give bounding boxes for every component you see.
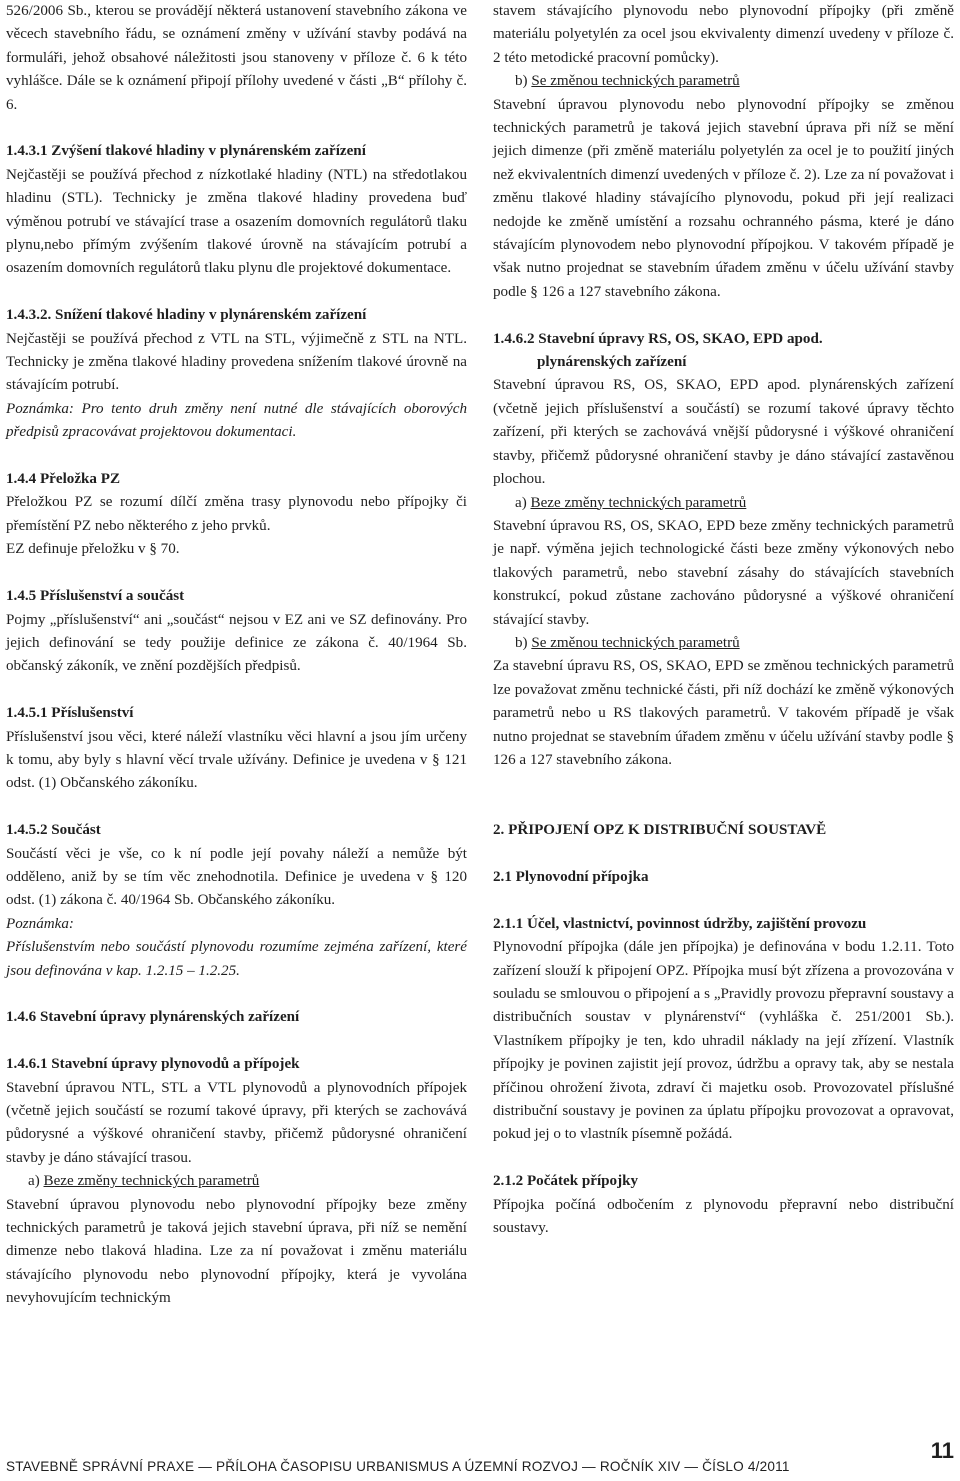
note-paragraph: Poznámka: Pro tento druh změny není nutné dle stávajících oborových předpisů zpracovávat projektovou dokumentaci. bbox=[6, 400, 467, 441]
spacer bbox=[493, 304, 954, 327]
section-heading: 1.4.5 Příslušenství a součást bbox=[6, 588, 185, 605]
spacer bbox=[493, 889, 954, 912]
body-paragraph: Pojmy „příslušenství“ ani „součást“ nejsou v EZ ani ve SZ definovány. Pro jejich definování se tedy použije definice ze zákona č. 40/1964 Sb. občanský zákoník, ve znění pozdějších předpisů. bbox=[6, 611, 467, 675]
subheading bbox=[493, 70, 954, 93]
body-paragraph: Stavební úpravou plynovodu nebo plynovodní přípojky beze změny technických parametrů je taková jejich stavební úprava, při níž se nemění dimenze nebo tlaková hladina. Lze za ní považovat i změnu materiálu stávajícího plynovodu nebo plynovodní přípojky, která je vyvolána nevyhovujícím technickým bbox=[6, 1196, 467, 1307]
page-number: 11 bbox=[930, 1438, 954, 1463]
subheading-text: Beze změny technických parametrů bbox=[530, 494, 747, 511]
section-heading: 1.4.4 Přeložka PZ bbox=[6, 471, 121, 488]
section-heading: 2. PŘIPOJENÍ OPZ K DISTRIBUČNÍ SOUSTAVĚ bbox=[493, 822, 827, 839]
spacer bbox=[6, 281, 467, 304]
spacer bbox=[493, 772, 954, 795]
subheading-text: Se změnou technických parametrů bbox=[531, 73, 740, 90]
section-heading: 2.1.2 Počátek přípojky bbox=[493, 1173, 639, 1190]
section-heading: 1.4.3.2. Snížení tlakové hladiny v plynárenském zařízení bbox=[6, 307, 367, 324]
section-heading-continuation: plynárenských zařízení bbox=[537, 354, 687, 371]
page-footer bbox=[0, 1438, 960, 1481]
body-paragraph: Stavební úpravou RS, OS, SKAO, EPD apod. plynárenských zařízení (včetně jejich příslušenství a součástí) se rozumí takové úpravy těchto zařízení, při kterých se zachovává vnější půdorysné i výškové ohraničení stavby, přičemž půdorysné ohraničení stavby je dáno stávající zastavěnou plochou. bbox=[493, 377, 954, 488]
section-heading: 2.1 Plynovodní přípojka bbox=[493, 868, 649, 885]
right-column bbox=[493, 0, 954, 1240]
body-paragraph: Nejčastěji se používá přechod z VTL na STL, výjimečně z STL na NTL. Technicky je změna tlakové hladiny provedena snížením tlakové úrovně na stávajícím potrubí. bbox=[6, 330, 467, 394]
body-paragraph: Stavební úpravou NTL, STL a VTL plynovodů a plynovodních přípojek (včetně jejich součástí se rozumí takové úpravy, při kterých se zachovává půdorysné a výškové ohraničení stavby, přičemž půdorysné ohraničení stavby je dáno stávající trasou. bbox=[6, 1079, 467, 1166]
spacer bbox=[6, 117, 467, 140]
section-heading: 1.4.6.2 Stavební úpravy RS, OS, SKAO, EPD apod. bbox=[493, 330, 823, 347]
spacer bbox=[6, 562, 467, 585]
body-paragraph: Příslušenství jsou věci, které náleží vlastníku věci hlavní a jsou jím určeny k tomu, aby byly s hlavní věcí trvale užívány. Definice je uvedena v § 121 odst. (1) Občanského zákoníku. bbox=[6, 728, 467, 792]
spacer bbox=[6, 983, 467, 1006]
body-paragraph: Nejčastěji se používá přechod z nízkotlaké hladiny (NTL) na středotlakou hladinu (STL). Technicky je změna tlakové hladiny provedena buď výměnou potrubí ve stávající trase a osazením domovních regulátorů tlaku plynu,nebo přímým zvýšením tlakové úrovně na stávajícím potrubí a osazením domovních regulátorů tlaku plynu dle projektové dokumentace. bbox=[6, 166, 467, 277]
spacer bbox=[493, 1147, 954, 1170]
footer-title: STAVEBNĚ SPRÁVNÍ PRAXE — PŘÍLOHA ČASOPISU URBANISMUS A ÚZEMNÍ ROZVOJ — ROČNÍK XIV — ČÍSLO 4/2011 bbox=[6, 1459, 790, 1474]
spacer bbox=[6, 679, 467, 702]
body-paragraph: 526/2006 Sb., kterou se provádějí některá ustanovení stavebního zákona ve věcech stavebního řádu, se oznámení změny v užívání stavby podává na formuláři, jehož obsahové náležitosti jsou stanoveny v příloze č. 6 k této vyhlášce. Dále se k oznámení připojí přílohy uvedené v části „B“ přílohy č. 6. bbox=[6, 3, 467, 113]
body-paragraph: Přípojka počíná odbočením z plynovodu přepravní nebo distribuční soustavy. bbox=[493, 1196, 954, 1237]
spacer bbox=[6, 796, 467, 819]
section-heading: 1.4.6 Stavební úpravy plynárenských zařízení bbox=[6, 1009, 300, 1026]
section-heading: 1.4.5.1 Příslušenství bbox=[6, 705, 134, 722]
body-paragraph: Plynovodní přípojka (dále jen přípojka) je definována v bodu 1.2.11. Toto zařízení slouží k připojení OPZ. Přípojka musí být zřízena a provozována v souladu se smlouvou o připojení a s „Pravidly provozu přepravní soustavy a distribučních soustav v plynárenství“ (vyhláška č. 251/2001 Sb.). Vlastníkem přípojky je ten, kdo uhradil náklady na její zřízení. Vlastník přípojky je povinen zajistit její provoz, údržbu a opravy tak, aby se nestala příčinou ohrožení života, zdraví či majetku osob. Provozovatel příslušné distribuční soustavy je povinen za úplatu přípojku provozovat a opravovat, pokud jej o to vlastník písemně požádá. bbox=[493, 939, 954, 1143]
subheading bbox=[6, 1170, 467, 1193]
subheading-text: Se změnou technických parametrů bbox=[531, 634, 740, 651]
spacer bbox=[493, 843, 954, 866]
body-paragraph: Za stavební úpravu RS, OS, SKAO, EPD se změnou technických parametrů lze považovat změnu technické části, při níž dochází ke změně výkonových parametrů nebo u RS tlakových parametrů. V takovém případě je však nutno projednat se stavebním úřadem změnu v účelu užívání stavby podle § 126 a 127 stavebního zákona. bbox=[493, 658, 954, 768]
subheading-marker: b) bbox=[515, 73, 532, 90]
body-paragraph: Přeložkou PZ se rozumí dílčí změna trasy plynovodu nebo přípojky či přemístění PZ nebo některého z jeho prvků. bbox=[6, 494, 467, 534]
note-paragraph: Poznámka: bbox=[6, 915, 74, 932]
subheading-marker: a) bbox=[515, 494, 531, 511]
subheading bbox=[493, 492, 954, 515]
body-paragraph: Součástí věci je vše, co k ní podle její povahy náleží a nemůže být odděleno, aniž by se tím věc znehodnotila. Definice je uvedena v § 120 odst. (1) zákona č. 40/1964 Sb. Občanského zákoníku. bbox=[6, 845, 467, 909]
note-paragraph: Příslušenstvím nebo součástí plynovodu rozumíme zejména zařízení, které jsou definována v kap. 1.2.15 – 1.2.25. bbox=[6, 939, 467, 979]
section-heading: 1.4.3.1 Zvýšení tlakové hladiny v plynárenském zařízení bbox=[6, 143, 366, 160]
subheading-marker: a) bbox=[28, 1173, 44, 1190]
spacer bbox=[493, 796, 954, 819]
section-heading: 1.4.5.2 Součást bbox=[6, 822, 101, 839]
body-paragraph: stavem stávajícího plynovodu nebo plynovodní přípojky (při změně materiálu polyetylén za ocel jsou ekvivalenty dimenzí uvedeny v příloze č. 2 této metodické pracovní pomůcky). bbox=[493, 3, 954, 66]
subheading-text: Beze změny technických parametrů bbox=[43, 1173, 260, 1190]
spacer bbox=[6, 1030, 467, 1053]
section-heading: 1.4.6.1 Stavební úpravy plynovodů a přípojek bbox=[6, 1056, 300, 1073]
section-heading: 2.1.1 Účel, vlastnictví, povinnost údržby, zajištění provozu bbox=[493, 915, 867, 932]
body-paragraph: Stavební úpravou plynovodu nebo plynovodní přípojky se změnou technických parametrů je taková jejich stavební úprava při níž se mění jejich dimenze (při změně materiálu polyetylén za ocel je to použití jiných než ekvivalentních dimenzí uvedených v příloze č. 2). Lze za ní považovat i změnu tlakové hladiny stávajícího plynovodu, pokud při její realizaci nedojde ke změně umístění a rozsahu ochranného pásma, které je dáno stávajícím plynovodem nebo plynovodní přípojkou. V takovém případě je však nutno projednat se stavebním úřadem změnu v účelu užívání stavby podle § 126 a 127 stavebního zákona. bbox=[493, 96, 954, 300]
subheading bbox=[493, 632, 954, 655]
body-paragraph: Stavební úpravou RS, OS, SKAO, EPD beze změny technických parametrů je např. výměna jejich technologické části beze změny výkonových nebo tlakových parametrů, nebo stavební zásahy do stávajících stavebních konstrukcí, pokud zůstane zachováno půdorysné a výškové ohraničení stávající stavby. bbox=[493, 517, 954, 628]
subheading-marker: b) bbox=[515, 634, 532, 651]
spacer bbox=[6, 445, 467, 468]
body-paragraph: EZ definuje přeložku v § 70. bbox=[6, 541, 180, 558]
left-column bbox=[6, 0, 467, 1311]
